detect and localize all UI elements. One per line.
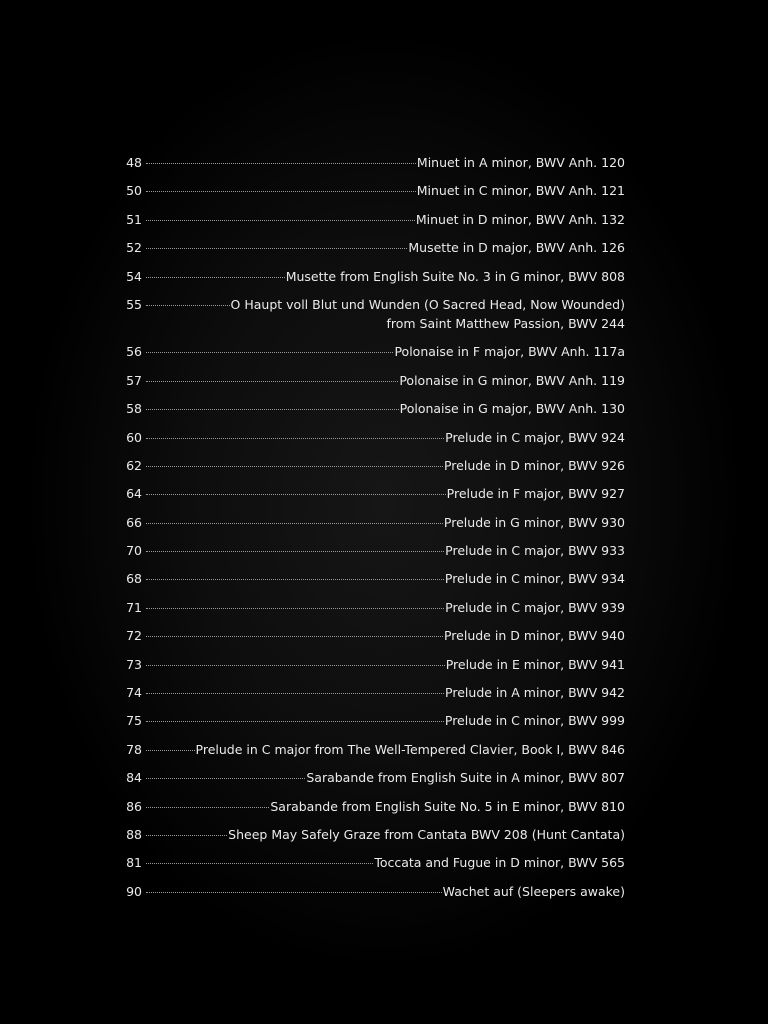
- toc-title: Musette from English Suite No. 3 in G minor, BWV 808: [285, 268, 625, 284]
- toc-leader-dots: [146, 163, 416, 164]
- toc-page-number: 57: [126, 372, 142, 388]
- toc-title: O Haupt voll Blut und Wunden (O Sacred Head, Now Wounded): [230, 296, 625, 312]
- toc-title: Prelude in A minor, BWV 942: [445, 685, 625, 701]
- toc-entry[interactable]: [120, 428, 625, 456]
- toc-entry[interactable]: [120, 295, 625, 342]
- toc-title: Minuet in D minor, BWV Anh. 132: [415, 211, 625, 227]
- toc-title: Prelude in C major from The Well-Tempered Clavier, Book I, BWV 846: [195, 741, 625, 757]
- toc-entry[interactable]: [120, 541, 625, 569]
- toc-leader-dots: [146, 778, 305, 779]
- toc-leader-dots: [146, 636, 443, 637]
- toc-leader-dots: [146, 892, 442, 893]
- toc-page-number: 51: [126, 211, 142, 227]
- toc-page-number: 68: [126, 571, 142, 587]
- toc-leader-dots: [146, 608, 444, 609]
- toc-page-number: 60: [126, 429, 142, 445]
- toc-page-number: 88: [126, 826, 142, 842]
- toc-entry[interactable]: [120, 181, 625, 209]
- toc-page-number: 55: [126, 296, 142, 312]
- toc-entry[interactable]: [120, 655, 625, 683]
- toc-leader-dots: [146, 721, 444, 722]
- toc-leader-dots: [146, 494, 446, 495]
- toc-title: Polonaise in G major, BWV Anh. 130: [399, 401, 625, 417]
- toc-entry[interactable]: [120, 267, 625, 295]
- toc-entry[interactable]: [120, 153, 625, 181]
- toc-leader-dots: [146, 305, 230, 306]
- toc-title: Sarabande from English Suite in A minor, BWV 807: [306, 770, 625, 786]
- toc-title: Polonaise in F major, BWV Anh. 117a: [394, 344, 625, 360]
- toc-entry[interactable]: [120, 371, 625, 399]
- toc-entry[interactable]: [120, 768, 625, 796]
- toc-title: Prelude in C major, BWV 933: [445, 543, 625, 559]
- toc-page-number: 72: [126, 628, 142, 644]
- toc-title: Sheep May Safely Graze from Cantata BWV 208 (Hunt Cantata): [228, 826, 625, 842]
- toc-title: Polonaise in G minor, BWV Anh. 119: [399, 372, 625, 388]
- toc-entry[interactable]: [120, 210, 625, 238]
- toc-page-number: 75: [126, 713, 142, 729]
- toc-page-number: 86: [126, 798, 142, 814]
- toc-entry[interactable]: [120, 825, 625, 853]
- toc-entry[interactable]: [120, 342, 625, 370]
- toc-entry[interactable]: [120, 797, 625, 825]
- toc-entry[interactable]: [120, 683, 625, 711]
- toc-leader-dots: [146, 381, 398, 382]
- toc-title-block: [231, 295, 625, 333]
- toc-title: Prelude in C minor, BWV 999: [444, 713, 625, 729]
- toc-page-number: 50: [126, 183, 142, 199]
- toc-page-number: 62: [126, 457, 142, 473]
- toc-page-number: 74: [126, 685, 142, 701]
- toc-title: Prelude in F major, BWV 927: [446, 486, 625, 502]
- toc-page-number: 73: [126, 656, 142, 672]
- toc-leader-dots: [146, 693, 444, 694]
- toc-title: Minuet in A minor, BWV Anh. 120: [416, 155, 625, 170]
- toc-page-number: 71: [126, 599, 142, 615]
- toc-page-number: 52: [126, 240, 142, 256]
- toc-leader-dots: [146, 665, 445, 666]
- toc-leader-dots: [146, 523, 443, 524]
- toc-entry[interactable]: [120, 569, 625, 597]
- toc-title: Prelude in C major, BWV 939: [445, 599, 625, 615]
- toc-title: Minuet in C minor, BWV Anh. 121: [416, 183, 625, 199]
- toc-page-number: 64: [126, 486, 142, 502]
- toc-entry[interactable]: [120, 484, 625, 512]
- toc-page-number: 90: [126, 883, 142, 899]
- toc-page-number: 58: [126, 401, 142, 417]
- toc-leader-dots: [146, 438, 444, 439]
- toc-entry[interactable]: [120, 882, 625, 910]
- toc-title: Sarabande from English Suite No. 5 in E minor, BWV 810: [270, 798, 625, 814]
- toc-page-number: 66: [126, 514, 142, 530]
- toc-title: Prelude in E minor, BWV 941: [445, 656, 625, 672]
- toc-page-number: 56: [126, 344, 142, 360]
- toc-leader-dots: [146, 835, 227, 836]
- toc-title: Wachet auf (Sleepers awake): [442, 883, 625, 899]
- toc-entry[interactable]: [120, 238, 625, 266]
- toc-entry[interactable]: [120, 853, 625, 881]
- toc-page-number: 70: [126, 543, 142, 559]
- toc-page-number: 84: [126, 770, 142, 786]
- toc-entry[interactable]: [120, 513, 625, 541]
- toc-leader-dots: [146, 248, 407, 249]
- toc-page-number: 78: [126, 741, 142, 757]
- toc-title: Prelude in C major, BWV 924: [445, 429, 625, 445]
- toc-leader-dots: [146, 750, 195, 751]
- toc-leader-dots: [146, 220, 415, 221]
- table-of-contents: [120, 153, 625, 910]
- toc-page-number: 81: [126, 855, 142, 871]
- toc-leader-dots: [146, 409, 399, 410]
- toc-leader-dots: [146, 191, 416, 192]
- toc-leader-dots: [146, 277, 285, 278]
- toc-leader-dots: [146, 863, 373, 864]
- toc-leader-dots: [146, 551, 444, 552]
- toc-title-continued: from Saint Matthew Passion, BWV 244: [386, 315, 625, 331]
- toc-title: Prelude in C minor, BWV 934: [444, 571, 625, 587]
- toc-entry[interactable]: [120, 711, 625, 739]
- toc-entry[interactable]: [120, 626, 625, 654]
- toc-title: Musette in D major, BWV Anh. 126: [408, 240, 625, 256]
- toc-page-number: 54: [126, 268, 142, 284]
- toc-leader-dots: [146, 579, 444, 580]
- toc-page-number: 48: [126, 155, 142, 170]
- toc-title: Prelude in D minor, BWV 940: [443, 628, 625, 644]
- toc-title: Toccata and Fugue in D minor, BWV 565: [374, 855, 625, 871]
- toc-title: Prelude in D minor, BWV 926: [443, 457, 625, 473]
- toc-leader-dots: [146, 352, 393, 353]
- toc-entry[interactable]: [120, 598, 625, 626]
- toc-entry[interactable]: [120, 740, 625, 768]
- toc-entry[interactable]: [120, 399, 625, 427]
- toc-title: Prelude in G minor, BWV 930: [443, 514, 625, 530]
- toc-leader-dots: [146, 466, 443, 467]
- toc-leader-dots: [146, 807, 269, 808]
- toc-entry[interactable]: [120, 456, 625, 484]
